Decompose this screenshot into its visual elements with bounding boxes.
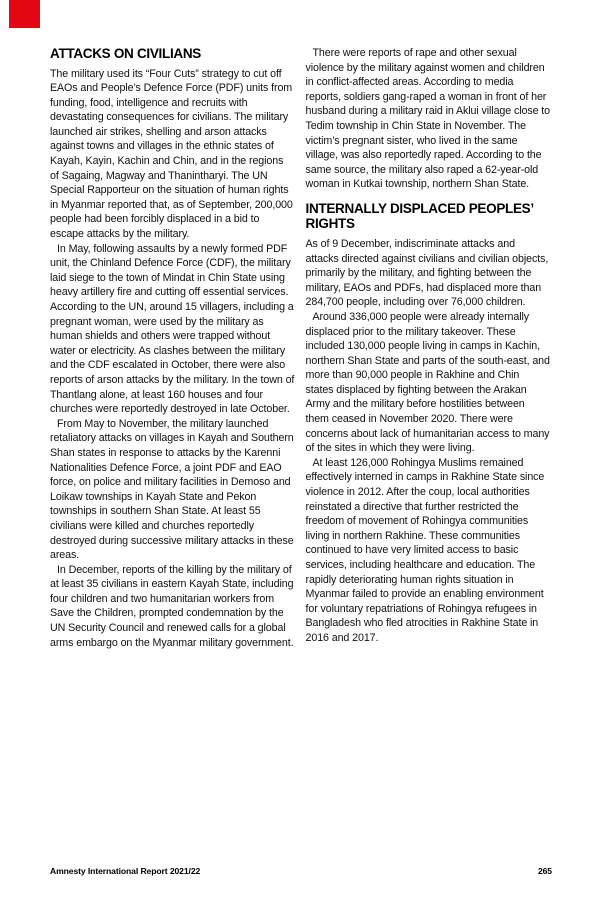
- section-heading-attacks-on-civilians: ATTACKS ON CIVILIANS: [50, 46, 201, 61]
- body-paragraph: As of 9 December, indiscriminate attacks and attacks directed against civilians and civilian objects, primarily by the military, and fighting between the military, EAOs and PDFs, had displaced more than 284,700 people, including over 76,000 children.: [305, 237, 549, 309]
- page-content: [50, 46, 550, 650]
- section-heading-internally-displaced-peoples-rights: INTERNALLY DISPLACED PEOPLES’ RIGHTS: [305, 200, 534, 232]
- body-paragraph: At least 126,000 Rohingya Muslims remained effectively interned in camps in Rakhine State since violence in 2012. After the coup, local authorities reinstated a directive that further restricted the freedom of movement of Rohingya communities living in northern Rakhine. These communities continued to have very limited access to basic services, including healthcare and education. The rapidly deteriorating human rights situation in Myanmar failed to provide an enabling environment for voluntary repatriations of Rohingya refugees in Bangladesh who fled atrocities in Rakhine State in 2016 and 2017.: [305, 456, 545, 644]
- footer-page-number: 265: [537, 866, 552, 876]
- right-column: [306, 46, 551, 650]
- body-paragraph: From May to November, the military launched retaliatory attacks on villages in Kayah and Southern Shan states in response to attacks by the Karenni Nationalities Defence Force, a joint PDF and EAO force, on police and military facilities in Demoso and Loikaw townships in Kayah State and Pekon townships in southern Shan State. At least 55 civilians were killed and churches reportedly destroyed during successive military attacks in these areas.: [50, 417, 294, 562]
- body-paragraph: There were reports of rape and other sexual violence by the military against women and children in conflict-affected areas. According to media reports, soldiers gang-raped a woman in front of her husband during a military raid in Aklui village close to Tedim township in Chin State in November. The victim’s pregnant sister, who lived in the same village, was also reportedly raped. According to the same source, the military also raped a 62-year-old woman in Kutkai township, northern Shan State.: [305, 47, 551, 191]
- body-paragraph: The military used its “Four Cuts” strategy to cut off EAOs and People’s Defence Force (PDF) units from funding, food, intelligence and recruits with devastating consequences for civilians. The military launched air strikes, shelling and arson attacks against towns and villages in the ethnic states of Kayah, Kayin, Kachin and Chin, and in the regions of Sagaing, Magway and Thanintharyi. The UN Special Rapporteur on the situation of human rights in Myanmar reported that, as of September, 200,000 people had been forcibly displaced in a bid to escape attacks by the military.: [50, 67, 293, 241]
- body-paragraph: Around 336,000 people were already internally displaced prior to the military takeover. These included 130,000 people living in camps in Kachin, northern Shan State and parts of the south-east, and more than 90,000 people in Rakhine and Chin states displaced by fighting between the Arakan Army and the military before hostilities between them ceased in November 2020. There were concerns about lack of humanitarian access to many of the sites in which they were living.: [305, 310, 550, 455]
- body-paragraph: In May, following assaults by a newly formed PDF unit, the Chinland Defence Force (CDF), the military laid siege to the town of Mindat in Chin State using heavy artillery fire and cutting off essential services. According to the UN, around 15 villagers, including a pregnant woman, were used by the military as human shields and others were trapped without water or electricity. As clashes between the military and the CDF escalated in October, there were also reports of arson attacks by the military. In the town of Thantlang alone, at least 160 houses and four churches were reportedly destroyed in late October.: [50, 242, 295, 416]
- body-paragraph: In December, reports of the killing by the military of at least 35 civilians in eastern Kayah State, including four children and two humanitarian workers from Save the Children, prompted condemnation by the UN Security Council and renewed calls for a global arms embargo on the Myanmar military government.: [50, 563, 294, 649]
- red-corner-tab: [9, 0, 40, 28]
- page-footer: [50, 866, 552, 876]
- left-column: [50, 46, 295, 650]
- footer-report-title: Amnesty International Report 2021/22: [50, 866, 201, 876]
